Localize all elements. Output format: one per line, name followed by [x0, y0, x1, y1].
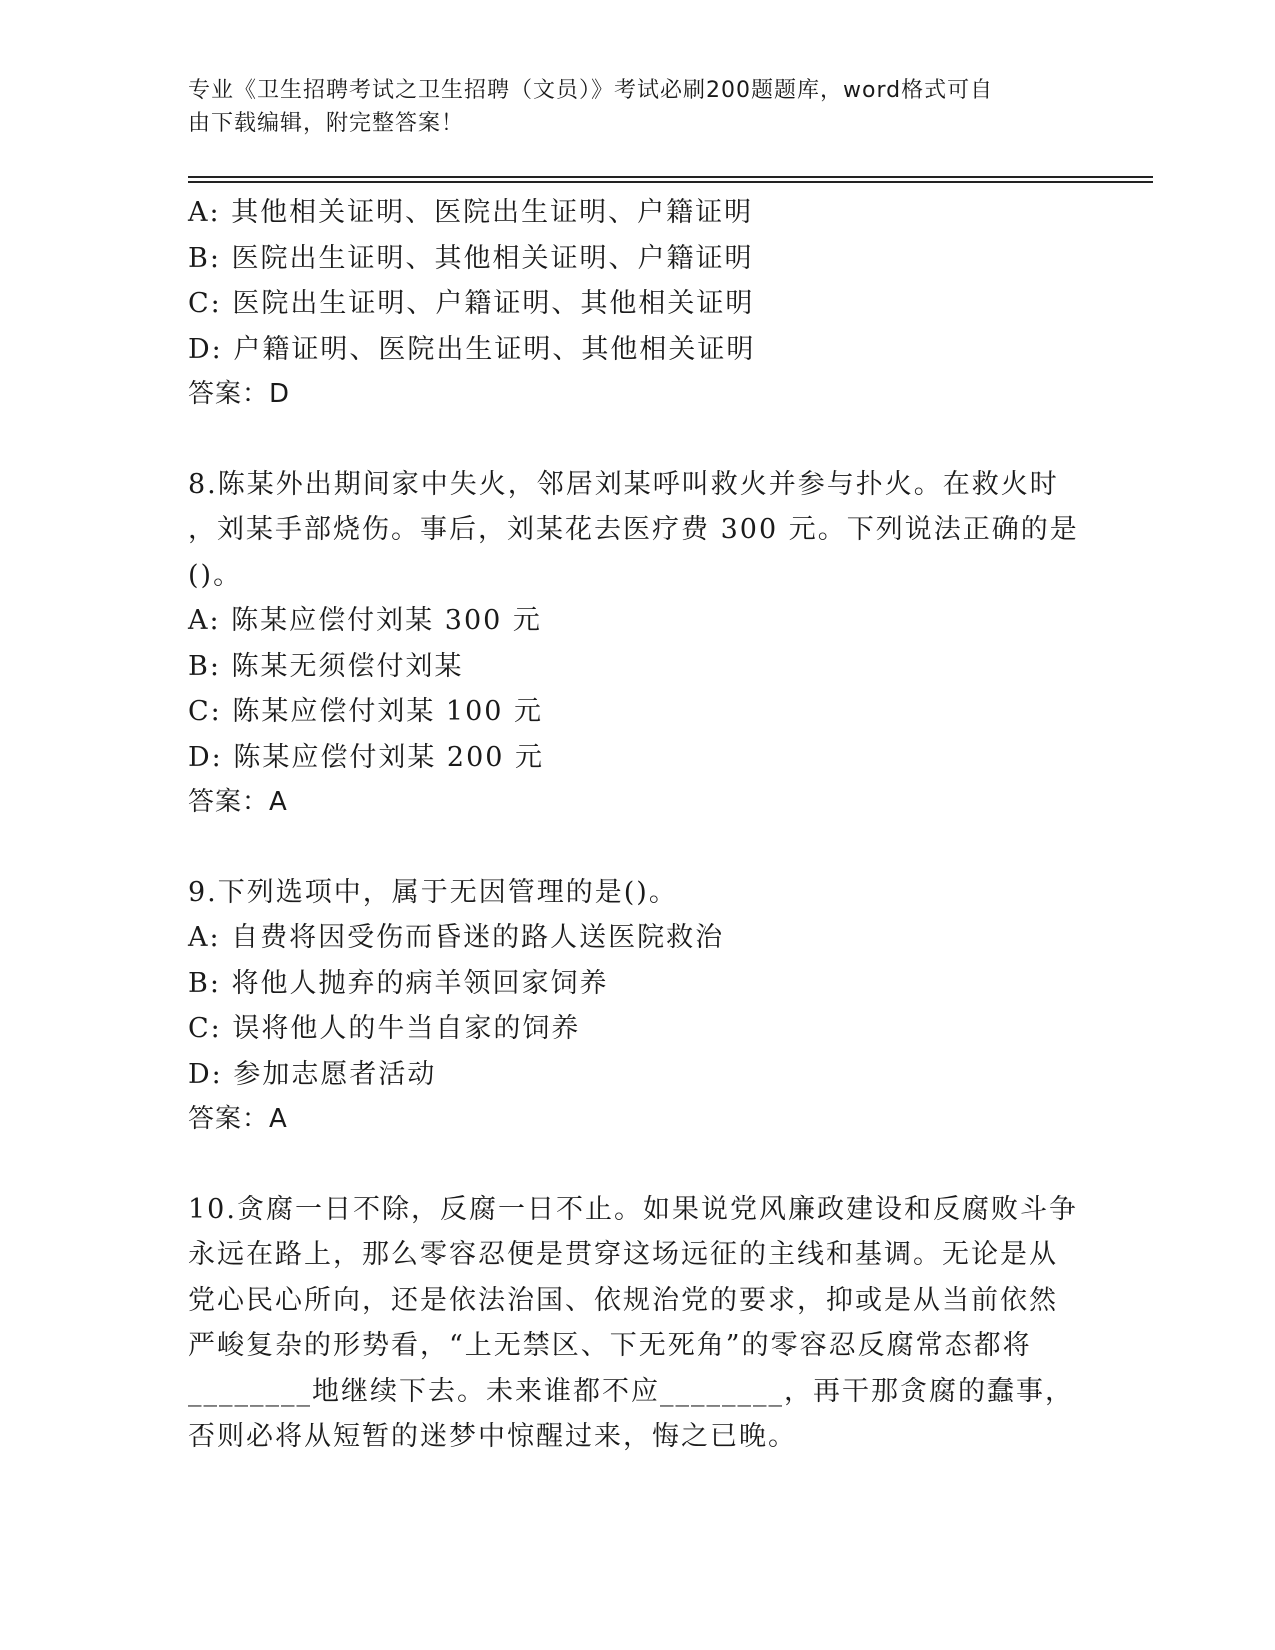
answer-line: 答案：D [188, 379, 291, 409]
option-d: D: 户籍证明、医院出生证明、其他相关证明 [188, 333, 756, 365]
question-stem-line: 否则必将从短暂的迷梦中惊醒过来，悔之已晚。 [188, 1421, 797, 1452]
question-10 [188, 1187, 1088, 1460]
question-stem-line: ________地继续下去。未来谁都不应________，再干那贪腐的蠢事， [188, 1375, 1074, 1407]
header-line-2: 由下载编辑，附完整答案！ [188, 111, 465, 136]
option-c: C: 陈某应偿付刘某 100 元 [188, 696, 544, 727]
option-b: B: 将他人抛弃的病羊领回家饲养 [188, 967, 609, 999]
option-c: C: 医院出生证明、户籍证明、其他相关证明 [188, 288, 755, 319]
question-stem-line: 10.贪腐一日不除，反腐一日不止。如果说党风廉政建设和反腐败斗争 [188, 1193, 1078, 1225]
option-a: A: 自费将因受伤而昏迷的路人送医院救治 [188, 922, 725, 953]
answer-line: 答案：A [188, 787, 288, 817]
header-rule-bottom [188, 181, 1153, 183]
question-content [188, 190, 1088, 1460]
option-a: A: 其他相关证明、医院出生证明、户籍证明 [188, 197, 754, 228]
question-9 [188, 870, 1088, 1143]
answer-line: 答案：A [188, 1104, 288, 1134]
option-c: C: 误将他人的牛当自家的饲养 [188, 1013, 581, 1044]
option-b: B: 陈某无须偿付刘某 [188, 650, 464, 682]
header-line-1: 专业《卫生招聘考试之卫生招聘（文员）》考试必刷200题题库，word格式可自 [188, 78, 994, 103]
question-8 [188, 462, 1088, 826]
question-7 [188, 190, 1088, 418]
question-stem-line: 严峻复杂的形势看，“上无禁区、下无死角”的零容忍反腐常态都将 [188, 1330, 1032, 1361]
question-stem-line: 8.陈某外出期间家中失火，邻居刘某呼叫救火并参与扑火。在救火时 [188, 468, 1059, 500]
header-rule-top [188, 176, 1153, 178]
question-stem-line: ，刘某手部烧伤。事后，刘某花去医疗费 300 元。下列说法正确的是 [188, 514, 1079, 545]
question-stem-line: 9.下列选项中，属于无因管理的是()。 [188, 876, 678, 908]
document-header [188, 74, 1088, 140]
question-stem-line: ()。 [188, 559, 243, 591]
option-d: D: 陈某应偿付刘某 200 元 [188, 741, 545, 773]
question-stem-line: 党心民心所向，还是依法治国、依规治党的要求，抑或是从当前依然 [188, 1284, 1058, 1316]
option-b: B: 医院出生证明、其他相关证明、户籍证明 [188, 242, 754, 274]
option-d: D: 参加志愿者活动 [188, 1058, 437, 1090]
option-a: A: 陈某应偿付刘某 300 元 [188, 605, 542, 636]
question-stem-line: 永远在路上，那么零容忍便是贯穿这场远征的主线和基调。无论是从 [188, 1239, 1058, 1270]
